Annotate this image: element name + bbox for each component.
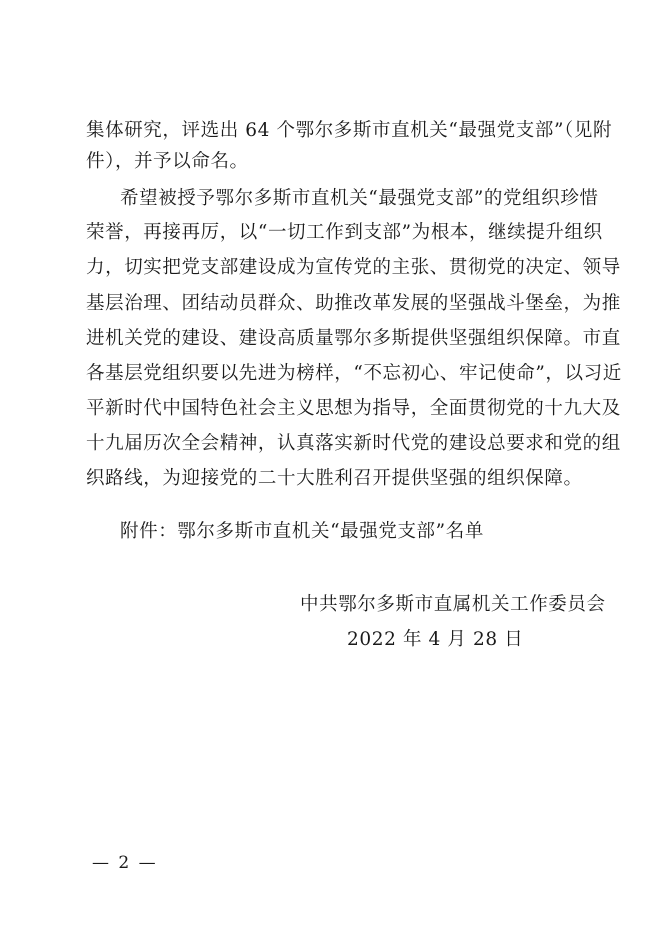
body-line-9: 平新时代中国特色社会主义思想为指导，全面贯彻党的十九大及	[86, 398, 621, 419]
body-line-1: 集体研究，评选出 64 个鄂尔多斯市直机关“最强党支部”（见附	[86, 120, 613, 141]
body-line-7: 进机关党的建设、建设高质量鄂尔多斯提供坚强组织保障。市直	[86, 328, 621, 349]
body-line-4: 荣誉，再接再厉，以“一切工作到支部”为根本，继续提升组织	[86, 222, 603, 243]
body-line-6: 基层治理、团结动员群众、助推改革发展的坚强战斗堡垒，为推	[86, 293, 621, 314]
body-line-10: 十九届历次全会精神，认真落实新时代党的建设总要求和党的组	[86, 433, 621, 454]
signer-organization: 中共鄂尔多斯市直属机关工作委员会	[300, 594, 606, 615]
body-line-3: 希望被授予鄂尔多斯市直机关“最强党支部”的党组织珍惜	[120, 188, 599, 209]
body-line-8: 各基层党组织要以先进为榜样，“不忘初心、牢记使命”，以习近	[86, 363, 622, 384]
page-number: — 2 —	[92, 853, 158, 873]
attachment-line: 附件：鄂尔多斯市直机关“最强党支部”名单	[120, 521, 484, 542]
document-date: 2022 年 4 月 28 日	[347, 629, 524, 650]
body-line-5: 力，切实把党支部建设成为宣传党的主张、贯彻党的决定、领导	[86, 257, 621, 278]
body-line-2: 件），并予以命名。	[86, 151, 249, 172]
body-line-11: 织路线，为迎接党的二十大胜利召开提供坚强的组织保障。	[86, 468, 583, 489]
